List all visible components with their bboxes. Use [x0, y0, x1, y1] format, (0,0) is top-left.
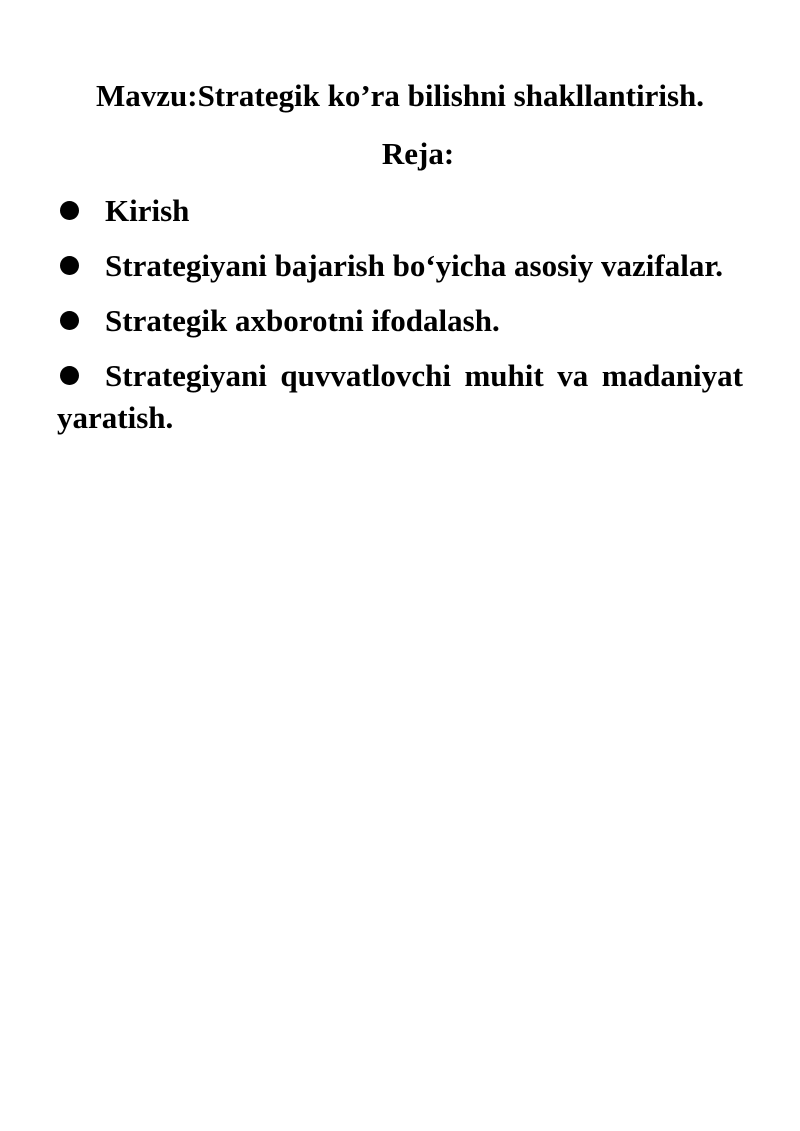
bullet-icon	[60, 256, 79, 275]
bullet-icon	[60, 366, 79, 385]
plan-heading: Reja:	[381, 136, 455, 171]
plan-item-label: Strategiyani quvvatlovchi muhit va madaniyat yaratish.	[57, 358, 743, 435]
plan-item-label: Strategik axborotni ifodalash.	[105, 303, 500, 338]
plan-item-label: Kirish	[105, 193, 190, 228]
plan-item-strategy-tasks	[57, 245, 743, 287]
document-title: Mavzu:Strategik ko’ra bilishni shakllantirish.	[95, 78, 705, 113]
plan-item-supportive-environment	[57, 355, 743, 439]
plan-list	[57, 190, 743, 452]
plan-item-label: Strategiyani bajarish bo‘yicha asosiy vazifalar.	[105, 248, 724, 283]
bullet-icon	[60, 201, 79, 220]
bullet-icon	[60, 311, 79, 330]
plan-item-introduction	[57, 190, 743, 232]
plan-item-strategic-information	[57, 300, 743, 342]
